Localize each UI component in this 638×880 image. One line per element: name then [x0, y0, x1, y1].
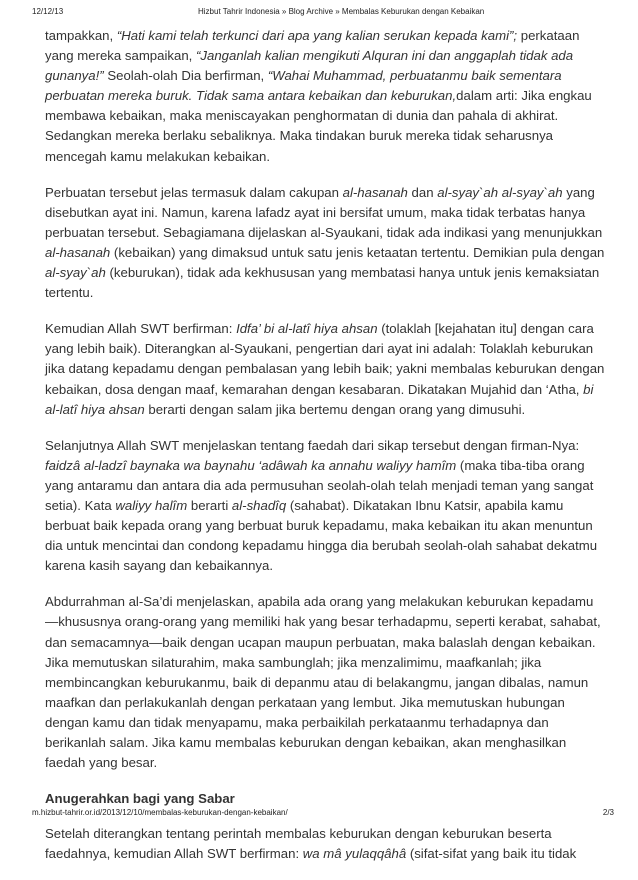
paragraph: Abdurrahman al-Sa’di menjelaskan, apabila ada orang yang melakukan keburukan kepadamu —khususnya orang-orang yang memiliki hak yang besar terhadapmu, seperti kerabat, sahabat, dan semacamnya—baik dengan ucapan maupun perbuatan, maka balaslah dengan kebaikan. Jika memutuskan silaturahim, maka sambunglah; jika menzalimimu, maafkanlah; jika membincangkan keburukanmu, baik di depanmu atau di belakangmu, jangan dibalas, namun maafkan dan perlakukanlah dengan perkataan yang lembut. Jika memutuskan hubungan dengan kamu dan tidak menyapamu, maka perbaikilah perkataanmu terhadapnya dan berikanlah salam. Jika kamu membalas keburukan dengan kebaikan, akan menghasilkan faedah yang besar.	[45, 594, 601, 771]
print-footer	[32, 808, 614, 820]
article-body	[45, 26, 605, 880]
paragraph: tampakkan, “Hati kami telah terkunci dari apa yang kalian serukan kepada kami”; perkataan yang mereka sampaikan, “Janganlah kalian mengikuti Alquran ini dan anggaplah tidak ada gunanya!” Seolah-olah Dia berfirman, “Wahai Muhammad, perbuatanmu baik sementara perbuatan mereka buruk. Tidak sama antara kebaikan dan keburukan,dalam arti: Jika engkau membawa kebaikan, maka meniscayakan penghormatan di dunia dan pahala di akhirat. Sedangkan mereka berlaku sebaliknya. Maka tindakan buruk mereka tidak seharusnya mencegah kamu melakukan kebaikan.	[45, 28, 592, 164]
page-url: m.hizbut-tahrir.or.id/2013/12/10/membalas-keburukan-dengan-kebaikan/	[32, 808, 288, 817]
print-header	[32, 7, 614, 19]
paragraph: Perbuatan tersebut jelas termasuk dalam cakupan al-hasanah dan al-syay`ah al-syay`ah yang disebutkan ayat ini. Namun, karena lafadz ayat ini bersifat umum, maka tidak terbatas hanya perbuatan tersebut. Sebagiamana dijelaskan al-Syaukani, tidak ada indikasi yang menunjukkan al-hasanah (kebaikan) yang dimaksud untuk satu jenis ketaatan tertentu. Demikian pula dengan al-syay`ah (keburukan), tidak ada kekhususan yang membatasi hanya untuk jenis kemaksiatan tertentu.	[45, 184, 605, 301]
page-number: 2/3	[602, 808, 614, 817]
print-date: 12/12/13	[32, 7, 64, 16]
paragraph: Selanjutnya Allah SWT menjelaskan tentang faedah dari sikap tersebut dengan firman-Nya: faidzâ al-ladzî baynaka wa baynahu ‘adâwah ka annahu waliyy hamîm (maka tiba-tiba orang yang antaramu dan antara dia ada permusuhan seolah-olah telah menjadi teman yang sangat setia). Kata waliyy halîm berarti al-shadîq (sahabat). Dikatakan Ibnu Katsir, apabila kamu berbuat baik kepada orang yang berbuat buruk kepadamu, maka kebaikan itu akan menuntun dia untuk mencintai dan condong kepadamu hingga dia berubah seolah-olah sahabat dekatmu karena kasih sayang dan kebaikannya.	[45, 437, 598, 574]
section-heading: Anugerahkan bagi yang Sabar	[45, 791, 235, 807]
paragraph: Kemudian Allah SWT berfirman: Idfa’ bi al-latî hiya ahsan (tolaklah [kejahatan itu] dengan cara yang lebih baik). Diterangkan al-Syaukani, pengertian dari ayat ini adalah: Tolaklah keburukan jika datang kepadamu dengan pembalasan yang lebih baik; yakni membalas keburukan dengan kebaikan, dosa dengan maaf, kemarahan dengan kesabaran. Dikatakan Mujahid dan ‘Atha, bi al-latî hiya ahsan berarti dengan salam jika bertemu dengan orang yang dimusuhi.	[45, 321, 605, 417]
paragraph: Setelah diterangkan tentang perintah membalas keburukan dengan keburukan beserta faedahnya, kemudian Allah SWT berfirman: wa mâ yulaqqâhâ (sifat-sifat yang baik itu tidak	[45, 826, 577, 862]
print-title: Hizbut Tahrir Indonesia » Blog Archive » Membalas Keburukan dengan Kebaikan	[198, 7, 485, 16]
